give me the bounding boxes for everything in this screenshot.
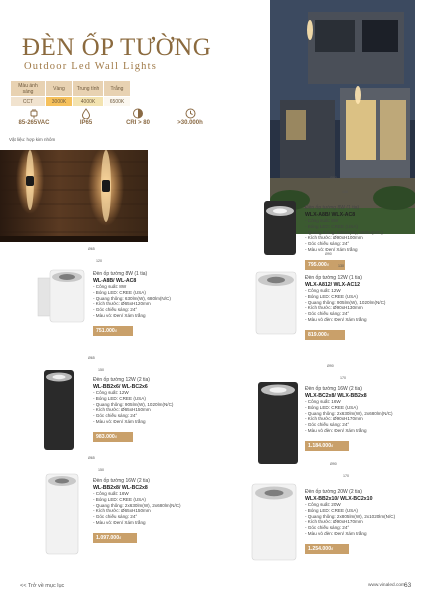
spec-line: - Kích thước: Ø65xH150mm — [93, 407, 151, 413]
dim-height: 100 — [342, 190, 348, 194]
spec-line: - Công suất: 16W — [93, 491, 129, 496]
spec-line: - Góc chiếu sáng: 24° — [305, 422, 350, 428]
spec-line: - Quang thông: 630lm(W), 680lm(N/C) — [305, 229, 383, 235]
spec-line: - Công suất: 16W — [305, 399, 341, 404]
product-name: Đèn ốp tường 12W (2 tia) — [93, 377, 150, 383]
product-code: WLX-A812/ WLX-AC12 — [305, 282, 361, 288]
dim-diameter: Ø90 — [330, 462, 337, 466]
spec-line: - Kích thước: Ø65xH150mm — [93, 508, 151, 514]
spec-line: - Kích thước: Ø90xH170mm — [305, 519, 363, 525]
dim-height: 150 — [98, 368, 104, 372]
spec-line: - Kích thước: Ø90xH130mm — [305, 305, 363, 311]
dim-diameter: Ø65 — [88, 456, 95, 460]
cct-header-row — [11, 81, 130, 96]
price-value: 819.000 — [308, 331, 327, 338]
website-url[interactable]: www.vinaled.com — [368, 583, 406, 588]
product-image-wlx-a812 — [252, 270, 302, 341]
spec-cri-label: CRI > 80 — [126, 120, 150, 126]
product-code: WLX-BB2x10/ WLX-BC2x10 — [305, 496, 373, 502]
spec-line: - Góc chiếu sáng: 24° — [93, 413, 138, 419]
product-name: Đèn ốp tường 8W (1 tia) — [305, 205, 360, 211]
dim-diameter: Ø90 — [330, 176, 337, 180]
cct-header-warm: Vàng — [46, 81, 72, 96]
product-card — [305, 386, 393, 452]
dim-height: 130 — [338, 264, 344, 268]
price-value: 795.000 — [308, 261, 327, 268]
price-tag — [305, 441, 349, 451]
spec-line: - Bóng LED: CREE (USA) — [305, 507, 358, 513]
product-card — [93, 377, 173, 443]
product-name: Đèn ốp tường 16W (2 tia) — [93, 478, 150, 484]
wall-light-photo — [0, 150, 148, 242]
clock-icon — [164, 108, 216, 119]
spec-line: - Công suất: 12W — [93, 390, 129, 395]
spec-lifetime-label: >30.000h — [177, 120, 203, 126]
spec-line: - Công suất: 12W — [305, 288, 341, 293]
cct-cool-value: 6500K — [104, 97, 130, 106]
product-code: WL-A8B/ WL-AC8 — [93, 278, 137, 284]
spec-ip — [60, 108, 112, 126]
page-subtitle: Outdoor Led Wall Lights — [24, 61, 158, 72]
spec-line: - Kích thước: Ø65xH120mm — [93, 301, 151, 307]
price-tag — [93, 533, 137, 543]
dim-diameter: Ø90 — [325, 252, 332, 256]
product-card — [93, 271, 171, 337]
dim-height: 150 — [98, 468, 104, 472]
price-unit: đ — [331, 546, 334, 551]
price-value: 1.254.000 — [308, 545, 332, 552]
cct-table — [10, 80, 131, 107]
price-unit: đ — [119, 535, 122, 540]
product-code: WL-BB2x6/ WL-BC2x6 — [93, 384, 148, 390]
product-name: Đèn ốp tường 8W (1 tia) — [93, 271, 148, 277]
cct-neutral-value: 4000K — [73, 97, 103, 106]
product-name: Đèn ốp tường 20W (2 tia) — [305, 489, 362, 495]
spec-line: - Màu vỏ: Đen/ Xám trắng — [93, 519, 146, 525]
spec-cri — [112, 108, 164, 126]
spec-line: - Bóng LED: CREE (USA) — [305, 404, 358, 410]
cct-warm-value: 3000K — [46, 97, 72, 106]
spec-lifetime — [164, 108, 216, 126]
material-note: Vật liệu: hợp kim nhôm — [9, 137, 56, 142]
price-unit: đ — [114, 434, 117, 439]
cct-header-cool: Trắng — [104, 81, 130, 96]
spec-line: - Màu vỏ: Đen/ Xám trắng — [305, 246, 358, 252]
spec-line: - Màu vỏ đèn: Đen/ Xám trắng — [305, 530, 367, 536]
price-value: 1.097.000 — [96, 534, 120, 541]
product-card — [305, 275, 385, 341]
spec-line: - Góc chiếu sáng: 24° — [93, 514, 138, 520]
spec-line: - Bóng LED: CREE (USA) — [93, 395, 146, 401]
water-drop-icon — [60, 108, 112, 119]
cct-value-row — [11, 97, 130, 106]
page-number: 63 — [404, 582, 412, 589]
product-image-wl-bb2x6 — [38, 368, 80, 457]
spec-line: - Kích thước: Ø90xH100mm — [305, 235, 363, 241]
product-name: Đèn ốp tường 12W (1 tia) — [305, 275, 362, 281]
product-image-wlx-a8b — [258, 199, 302, 262]
spec-line: - Quang thông: 905lm(W), 1020lm(N/C) — [305, 299, 386, 305]
spec-line: - Màu vỏ đèn: Đen/ Xám trắng — [305, 316, 367, 322]
product-code: WL-BB2x8/ WL-BC2x8 — [93, 485, 148, 491]
spec-line: - Màu vỏ: Đen/ Xám trắng — [93, 312, 146, 318]
spec-line: - Quang thông: 905lm(W), 1020lm(N/C) — [93, 401, 174, 407]
back-to-contents-link[interactable]: << Trở về mục lục — [20, 583, 65, 589]
spec-line: - Quang thông: 2x630lm(W), 2x680lm(N/C) — [305, 410, 393, 416]
dim-height: 170 — [340, 376, 346, 380]
page-title: ĐÈN ỐP TƯỜNG — [22, 34, 212, 61]
price-value: 983.000 — [96, 433, 115, 440]
spec-line: - Góc chiếu sáng: 24° — [305, 525, 350, 531]
spec-line: - Góc chiếu sáng: 24° — [93, 307, 138, 313]
dim-height: 120 — [96, 259, 102, 263]
price-value: 751.000 — [96, 327, 115, 334]
price-tag — [93, 432, 133, 442]
price-tag — [93, 326, 133, 336]
price-unit: đ — [114, 328, 117, 333]
spec-line: - Quang thông: 2x805lm(W), 2x1020lm(N/C) — [305, 513, 396, 519]
dim-diameter: Ø65 — [88, 247, 95, 251]
product-image-wl-bb2x8 — [40, 472, 84, 561]
price-tag — [305, 544, 349, 554]
plug-icon — [8, 108, 60, 119]
product-image-wl-a8b — [36, 268, 88, 329]
spec-line: - Màu vỏ đèn: Đen/ Xám trắng — [305, 427, 367, 433]
product-card — [93, 478, 181, 544]
price-tag — [305, 330, 345, 340]
spec-line: - Kích thước: Ø90xH170mm — [305, 416, 363, 422]
dim-diameter: Ø90 — [327, 364, 334, 368]
spec-line: - Góc chiếu sáng: 24° — [305, 241, 350, 247]
price-unit: đ — [326, 262, 329, 267]
cct-header-label: Màu ánh sáng — [11, 81, 45, 96]
spec-line: - Công suất: 8W — [93, 284, 127, 289]
product-code: WLX-BC2x8/ WLX-BB2x8 — [305, 393, 367, 399]
product-image-wlx-bc2x8 — [254, 380, 302, 471]
spec-ip-label: IP65 — [79, 120, 93, 126]
spec-line: - Màu vỏ: Đen/ Xám trắng — [93, 418, 146, 424]
spec-line: - Công suất: 8W — [305, 218, 339, 223]
spec-voltage-label: 85-265VAC — [18, 120, 50, 126]
spec-line: - Bóng LED: CREE (USA) — [305, 223, 358, 229]
color-rendering-icon — [112, 108, 164, 119]
product-card — [305, 205, 383, 271]
product-code: WLX-A8B/ WLX-AC8 — [305, 212, 356, 218]
price-unit: đ — [326, 332, 329, 337]
spec-line: - Bóng LED: CREE (USA) — [305, 293, 358, 299]
cct-header-neutral: Trung tính — [73, 81, 103, 96]
price-value: 1.184.000 — [308, 442, 332, 449]
spec-line: - Công suất: 20W — [305, 502, 341, 507]
product-name: Đèn ốp tường 16W (2 tia) — [305, 386, 362, 392]
dim-height: 170 — [343, 474, 349, 478]
spec-line: - Bóng LED: CREE (USA) — [93, 496, 146, 502]
spec-line: - Góc chiếu sáng: 24° — [305, 311, 350, 317]
spec-line: - Quang thông: 630lm(W), 680lm(N/C) — [93, 295, 171, 301]
spec-line: - Bóng LED: CREE (USA) — [93, 289, 146, 295]
dim-diameter: Ø65 — [88, 356, 95, 360]
product-card — [305, 489, 395, 555]
spec-icon-row — [8, 108, 268, 132]
spec-line: - Quang thông: 2x630lm(W), 2x680lm(N/C) — [93, 502, 181, 508]
cct-row-label: CCT — [11, 97, 45, 106]
price-unit: đ — [331, 443, 334, 448]
product-image-wlx-bb2x10 — [248, 482, 302, 567]
spec-voltage — [8, 108, 60, 126]
